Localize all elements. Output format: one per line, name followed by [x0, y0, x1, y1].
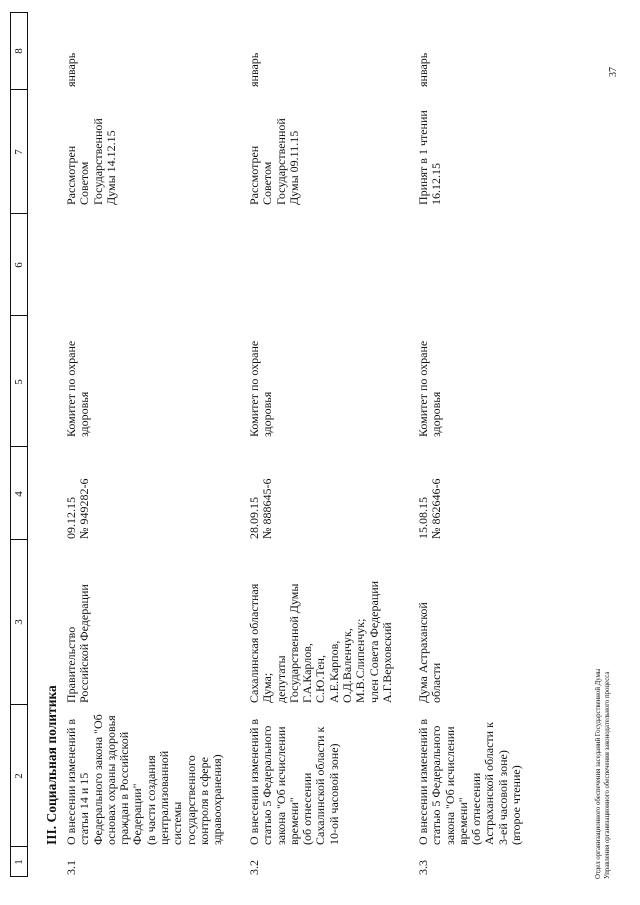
- committee: Комитет по охране здоровья: [64, 340, 92, 437]
- bill-author: Правительство Российской Федерации: [64, 584, 92, 703]
- planned-month: январь: [247, 52, 261, 87]
- bill-status: Принят в 1 чтении 16.12.15: [416, 110, 444, 205]
- page-footer: [594, 669, 612, 879]
- column-number: 6: [13, 262, 25, 268]
- column-divider: [11, 315, 27, 316]
- column-number: 7: [13, 149, 25, 155]
- bill-status: Рассмотрен Советом Государственной Думы 09.11.15: [247, 118, 301, 205]
- planned-month: январь: [64, 52, 78, 87]
- column-number: 1: [13, 859, 25, 865]
- page-number: 37: [608, 67, 619, 77]
- registration-info: 15.08.15 № 862646-6: [416, 478, 444, 539]
- bill-author: Сахалинская областная Дума; депутаты Государственной Думы Г.А.Карлов, С.Ю.Тен, А.Е.Карпов, О.Д.Валенчук, М.В.Слипенчук; член Совета Федерации А.Г.Верховский: [247, 580, 394, 703]
- column-divider: [11, 539, 27, 540]
- column-divider: [11, 213, 27, 214]
- column-number: 4: [13, 491, 25, 497]
- section-title: III. Социальная политика: [44, 685, 59, 845]
- registration-info: 09.12.15 № 949282-6: [64, 478, 92, 539]
- column-divider: [11, 446, 27, 447]
- planned-month: январь: [416, 52, 430, 87]
- row-number: 3.2: [247, 860, 261, 875]
- committee: Комитет по охране здоровья: [416, 340, 444, 437]
- column-divider: [11, 846, 27, 847]
- bill-author: Дума Астраханской области: [416, 602, 444, 703]
- row-number: 3.1: [64, 860, 78, 875]
- bill-title: О внесении изменений в статью 5 Федерального закона "Об исчислении времени" (об отнесении Сахалинской области к 10-ой часовой зоне): [247, 718, 341, 845]
- committee: Комитет по охране здоровья: [247, 340, 275, 437]
- registration-info: 28.09.15 № 888645-6: [247, 478, 275, 539]
- bill-status: Рассмотрен Советом Государственной Думы 14.12.15: [64, 118, 118, 205]
- column-divider: [11, 89, 27, 90]
- footer-line: Отдел организационного обеспечения заседаний Государственной Думы: [595, 668, 602, 879]
- column-number: 8: [13, 48, 25, 54]
- column-number: 3: [13, 619, 25, 625]
- column-number: 5: [13, 379, 25, 385]
- column-number: 2: [13, 773, 25, 779]
- bill-title: О внесении изменений в статьи 14 и 15 Федерального закона "Об основах охраны здоровья граждан в Российской Федерации" (в части создания централизованной системы государственного контроля в сфере здравоохранения): [64, 714, 225, 845]
- row-number: 3.3: [416, 860, 430, 875]
- footer-line: Управления организационного обеспечения законодательного процесса: [604, 671, 611, 879]
- bill-title: О внесении изменений в статью 5 Федерального закона "Об исчислении времени" (об отнесении Астраханской области к 3-ей часовой зоне) (второе чтение): [416, 718, 524, 845]
- column-number-header: [10, 12, 28, 877]
- column-divider: [11, 704, 27, 705]
